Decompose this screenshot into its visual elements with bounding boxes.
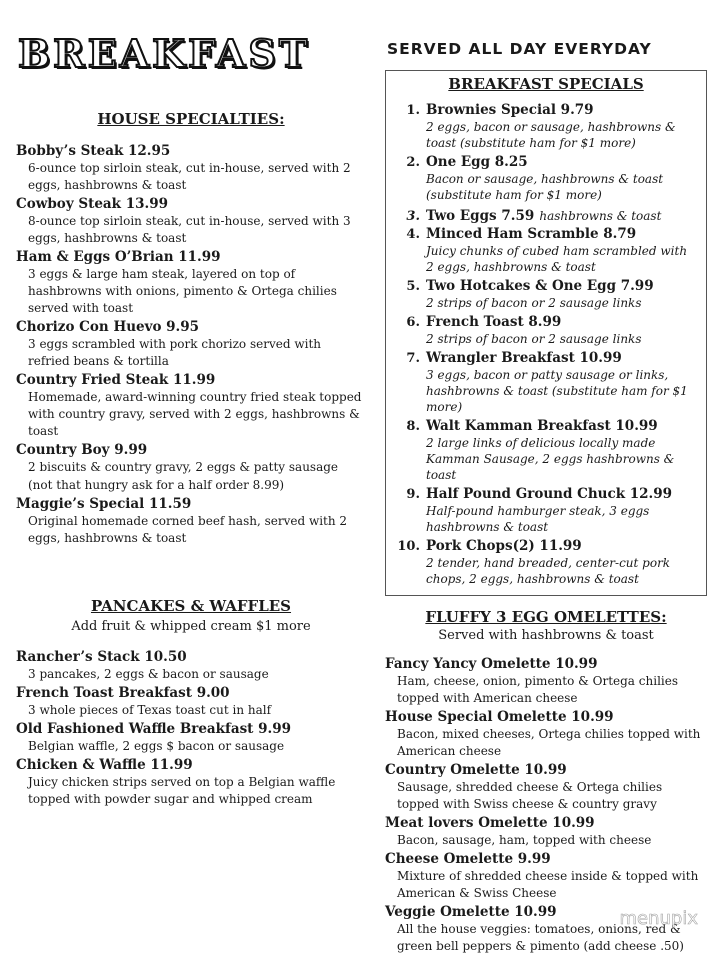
- item-number: 6.: [406, 315, 420, 330]
- right-column: [385, 40, 707, 956]
- item-description: 3 eggs scrambled with pork chorizo served with refried beans & tortilla: [28, 337, 321, 368]
- item-number: 1.: [406, 103, 420, 118]
- menu-item: [385, 761, 707, 813]
- special-item: [396, 349, 696, 415]
- item-description: Bacon, mixed cheeses, Ortega chilies topped with American cheese: [397, 727, 701, 758]
- item-name: Walt Kamman Breakfast 10.99: [426, 418, 658, 434]
- item-number: 3.: [406, 209, 420, 224]
- item-note: (not that hungry ask for a half order 8.99): [28, 478, 285, 492]
- special-item: [396, 417, 696, 483]
- menu-item: [385, 655, 707, 707]
- left-column: [16, 28, 366, 809]
- item-description: Bacon, sausage, ham, topped with cheese: [397, 833, 652, 847]
- item-number: 8.: [406, 419, 420, 434]
- item-name: Country Boy 9.99: [16, 442, 148, 458]
- item-description: Bacon or sausage, hashbrowns & toast (substitute ham for $1 more): [426, 172, 664, 202]
- item-number: 5.: [406, 279, 420, 294]
- menu-item: [16, 142, 366, 194]
- item-description: 2 biscuits & country gravy, 2 eggs & patty sausage: [28, 460, 339, 474]
- page-title: BREAKFAST: [18, 31, 311, 76]
- item-description: Homemade, award-winning country fried steak topped with country gravy, served with 2 eggs, hashbrowns & toast: [28, 390, 362, 438]
- item-name: Country Fried Steak 11.99: [16, 372, 216, 388]
- item-description: 2 strips of bacon or 2 sausage links: [426, 296, 642, 310]
- special-item: [396, 277, 696, 311]
- item-name: Rancher’s Stack 10.50: [16, 649, 187, 665]
- item-description: 2 tender, hand breaded, center-cut pork chops, 2 eggs, hashbrowns & toast: [426, 556, 671, 586]
- item-description: 2 strips of bacon or 2 sausage links: [426, 332, 642, 346]
- item-description: 6-ounce top sirloin steak, cut in-house, served with 2 eggs, hashbrowns & toast: [28, 161, 351, 192]
- item-name: One Egg 8.25: [426, 154, 528, 170]
- menu-item: [16, 684, 366, 719]
- item-number: 9.: [406, 487, 420, 502]
- section-title: FLUFFY 3 EGG OMELETTES:: [425, 608, 667, 626]
- item-description: All the house veggies: tomatoes, onions, red & green bell peppers & pimento (add cheese .50): [397, 922, 684, 953]
- watermark: menupix: [619, 908, 698, 929]
- item-name: Maggie’s Special 11.59: [16, 496, 192, 512]
- item-name: Veggie Omelette 10.99: [385, 904, 557, 920]
- menu-item: [16, 441, 366, 494]
- item-number: 4.: [406, 227, 420, 242]
- item-description: 3 whole pieces of Texas toast cut in half: [28, 703, 272, 717]
- special-item: [396, 101, 696, 151]
- item-number: 2.: [406, 155, 420, 170]
- section-title: HOUSE SPECIALTIES:: [97, 110, 285, 128]
- house-specialties-section: [16, 110, 366, 547]
- breakfast-specials-box: [385, 70, 707, 596]
- section-subtitle: Served with hashbrowns & toast: [438, 628, 654, 643]
- item-name: Minced Ham Scramble 8.79: [426, 226, 637, 242]
- item-name: Old Fashioned Waffle Breakfast 9.99: [16, 721, 291, 737]
- item-name: French Toast Breakfast 9.00: [16, 685, 230, 701]
- item-name: Cheese Omelette 9.99: [385, 851, 551, 867]
- special-item: [396, 313, 696, 347]
- item-name: Pork Chops(2) 11.99: [426, 538, 582, 554]
- menu-item: [16, 318, 366, 370]
- item-name: Cowboy Steak 13.99: [16, 196, 169, 212]
- menu-item: [16, 371, 366, 440]
- item-description: Half-pound hamburger steak, 3 eggs hashbrowns & toast: [426, 504, 650, 534]
- special-item: [396, 485, 696, 535]
- menu-item: [16, 495, 366, 547]
- item-name: Country Omelette 10.99: [385, 762, 567, 778]
- menu-item: [385, 814, 707, 849]
- menu-item: [16, 648, 366, 683]
- item-number: 10.: [397, 539, 420, 554]
- item-description: 8-ounce top sirloin steak, cut in-house, served with 3 eggs, hashbrowns & toast: [28, 214, 351, 245]
- item-description: Mixture of shredded cheese inside & topped with American & Swiss Cheese: [397, 869, 699, 900]
- item-name: Fancy Yancy Omelette 10.99: [385, 656, 598, 672]
- item-name: Meat lovers Omelette 10.99: [385, 815, 595, 831]
- menu-item: [16, 756, 366, 808]
- item-description: Belgian waffle, 2 eggs $ bacon or sausage: [28, 739, 285, 753]
- omelettes-section: [385, 608, 707, 955]
- section-subtitle: Add fruit & whipped cream $1 more: [71, 619, 311, 634]
- item-description: 3 eggs, bacon or patty sausage or links, hashbrowns & toast (substitute ham for $1 more): [426, 368, 688, 414]
- item-name: Bobby’s Steak 12.95: [16, 143, 171, 159]
- item-name: Two Hotcakes & One Egg 7.99: [426, 278, 654, 294]
- item-name: House Special Omelette 10.99: [385, 709, 614, 725]
- special-item: [396, 225, 696, 275]
- section-title: BREAKFAST SPECIALS: [448, 75, 644, 93]
- item-description: 3 eggs & large ham steak, layered on top of hashbrowns with onions, pimento & Ortega chilies served with toast: [28, 267, 337, 315]
- item-description: Sausage, shredded cheese & Ortega chilies topped with Swiss cheese & country gravy: [397, 780, 663, 811]
- item-name: French Toast 8.99: [426, 314, 562, 330]
- item-description: hashbrowns & toast: [539, 209, 662, 223]
- special-item: [396, 153, 696, 203]
- item-name: Half Pound Ground Chuck 12.99: [426, 486, 673, 502]
- item-name: Ham & Eggs O’Brian 11.99: [16, 249, 221, 265]
- menu-item: [16, 248, 366, 317]
- section-title: PANCAKES & WAFFLES: [90, 597, 292, 615]
- item-name: Wrangler Breakfast 10.99: [426, 350, 622, 366]
- special-item: [396, 537, 696, 587]
- item-description: 3 pancakes, 2 eggs & bacon or sausage: [28, 667, 269, 681]
- item-description: Juicy chunks of cubed ham scrambled with 2 eggs, hashbrowns & toast: [426, 244, 688, 274]
- item-number: 7.: [406, 351, 420, 366]
- item-name: Chicken & Waffle 11.99: [16, 757, 193, 773]
- menu-item: [16, 195, 366, 247]
- menu-item: [385, 850, 707, 902]
- menu-item: [16, 720, 366, 755]
- pancakes-waffles-section: [16, 597, 366, 808]
- item-name: Chorizo Con Huevo 9.95: [16, 319, 200, 335]
- menu-item: [385, 708, 707, 760]
- item-name: Brownies Special 9.79: [426, 102, 594, 118]
- item-description: Juicy chicken strips served on top a Belgian waffle topped with powder sugar and whipped cream: [28, 775, 336, 806]
- served-all-day-banner: SERVED ALL DAY EVERYDAY: [387, 40, 652, 58]
- item-description: 2 large links of delicious locally made Kamman Sausage, 2 eggs hashbrowns & toast: [426, 436, 675, 482]
- item-name: Two Eggs 7.59: [426, 208, 535, 224]
- item-description: Ham, cheese, onion, pimento & Ortega chilies topped with American cheese: [397, 674, 678, 705]
- item-description: Original homemade corned beef hash, served with 2 eggs, hashbrowns & toast: [28, 514, 348, 545]
- special-item: [396, 205, 696, 225]
- item-description: 2 eggs, bacon or sausage, hashbrowns & toast (substitute ham for $1 more): [426, 120, 676, 150]
